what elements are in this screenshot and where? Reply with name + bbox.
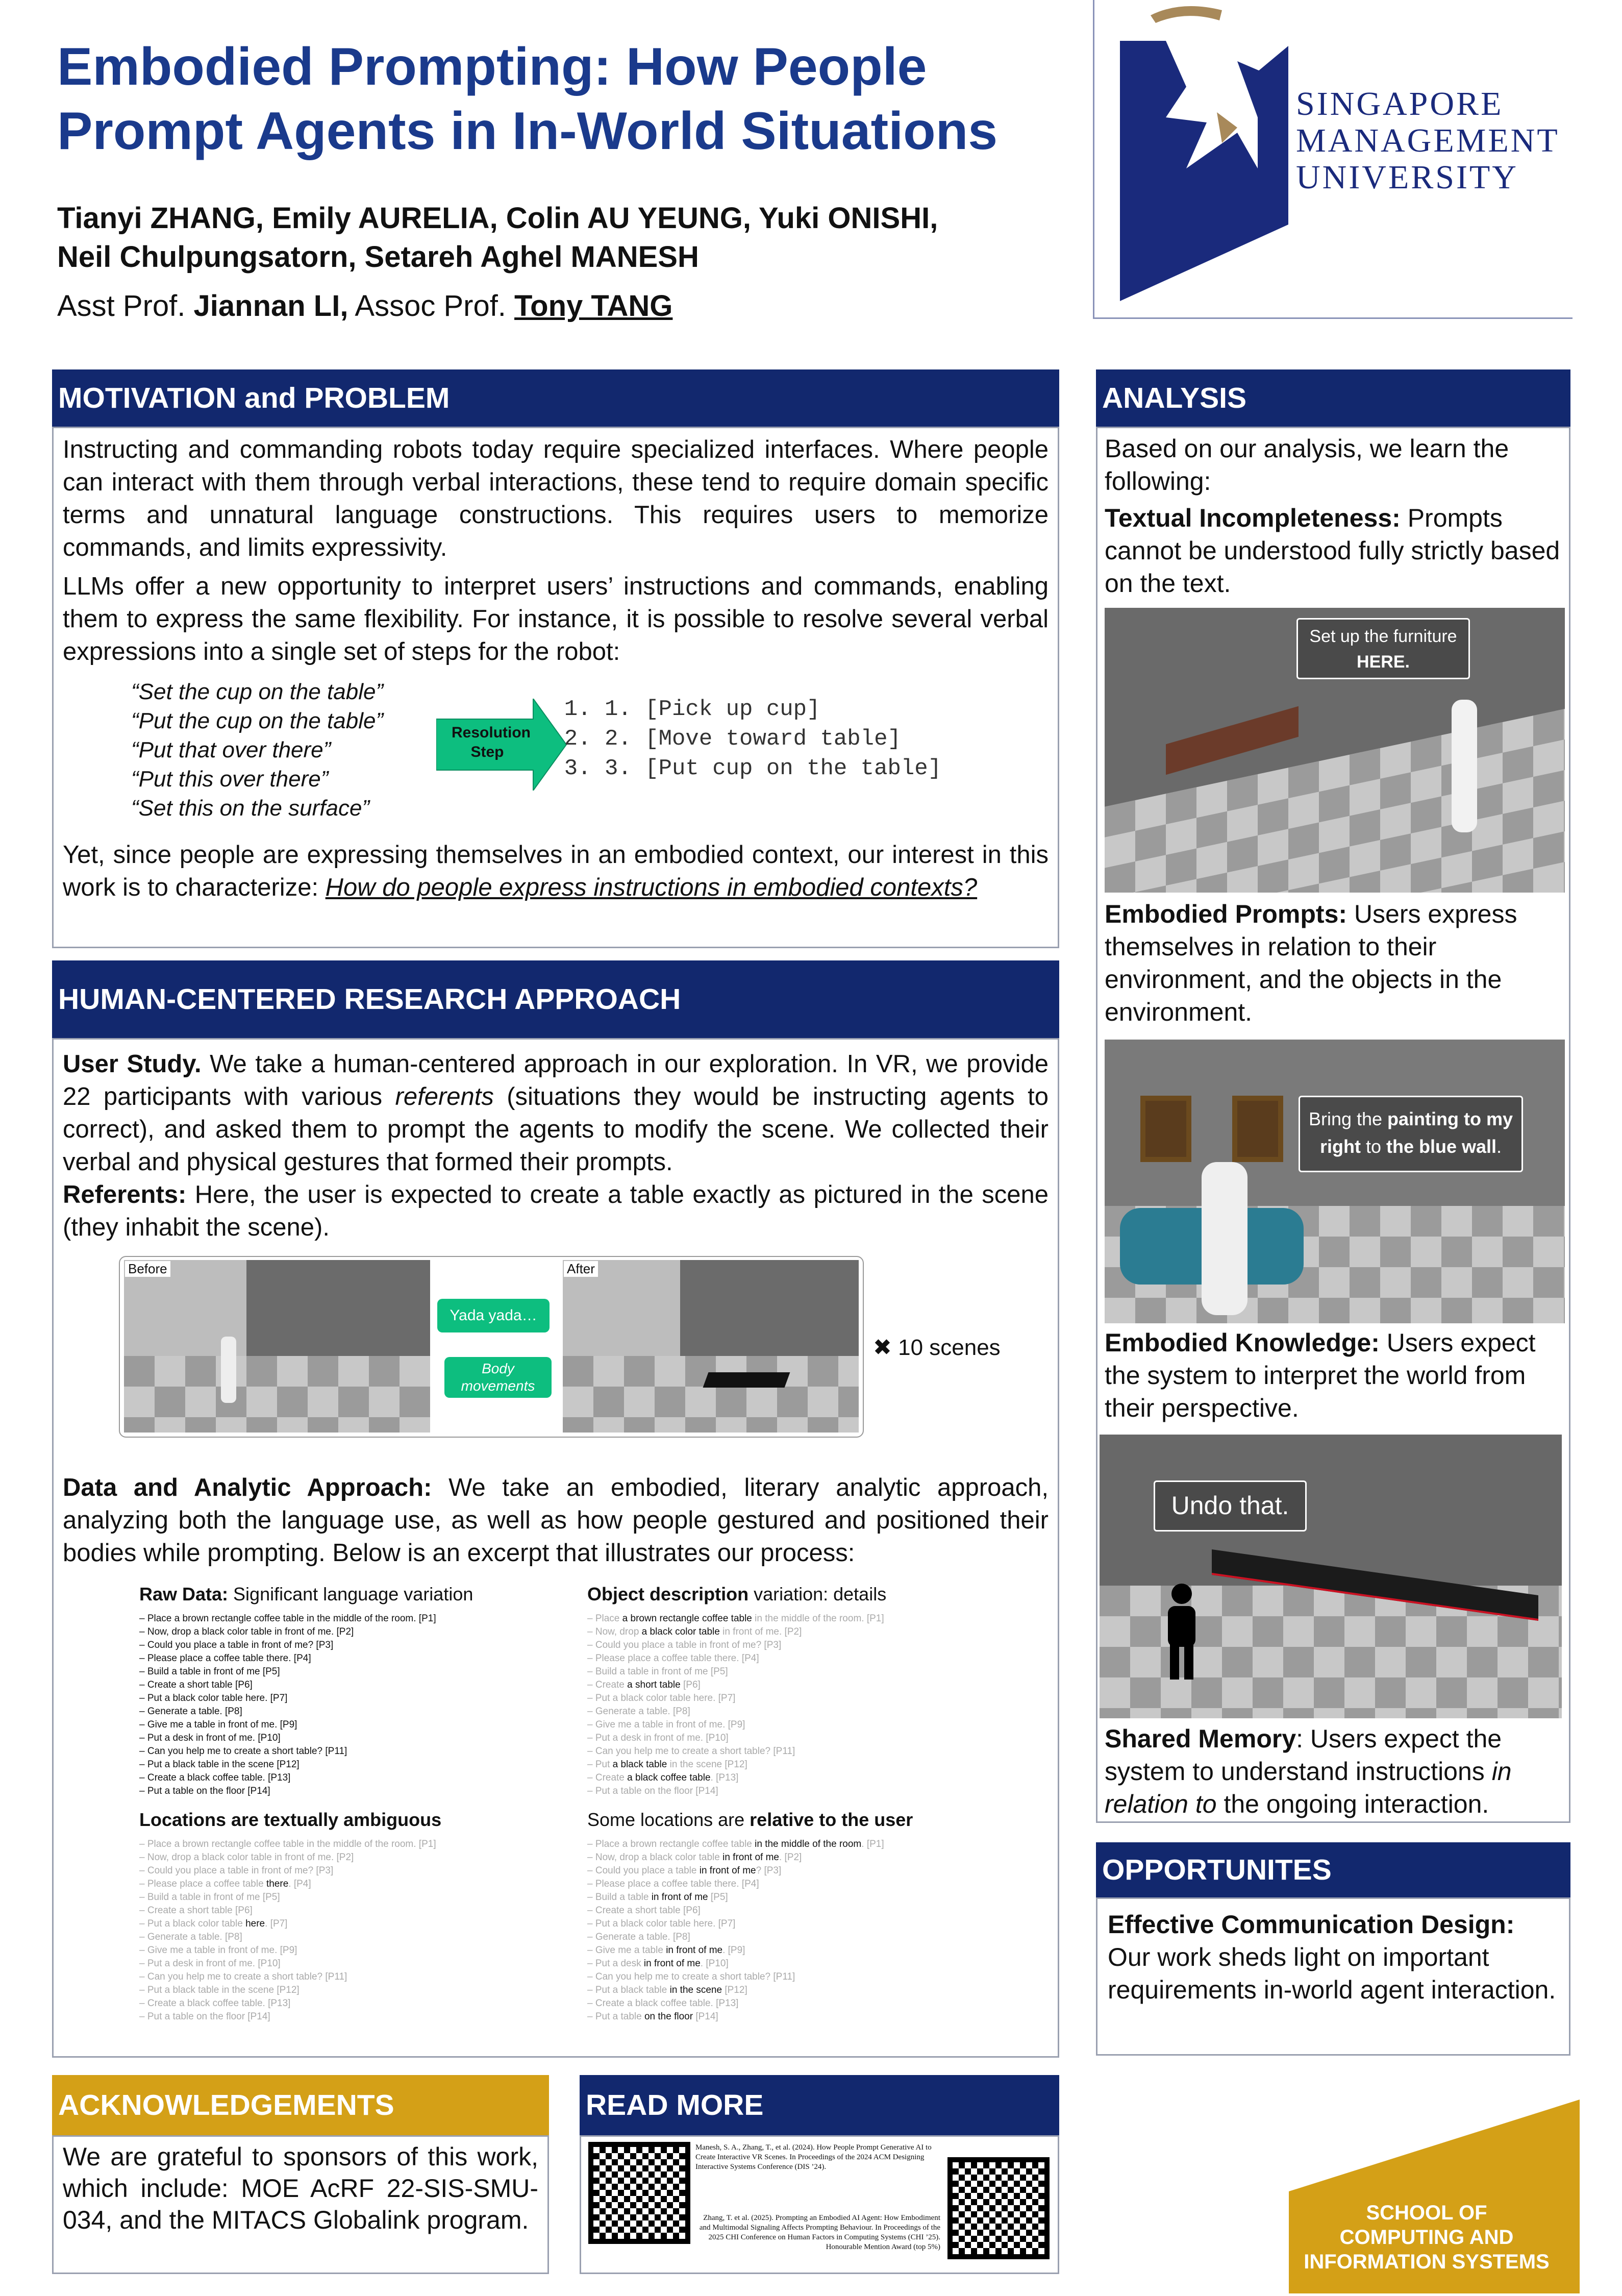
quote-item: “Put the cup on the table” bbox=[131, 708, 384, 733]
authors bbox=[57, 199, 938, 277]
excerpt-line: – Place a brown rectangle coffee table in the middle of the room. [P1] bbox=[587, 1613, 884, 1624]
motivation-p3 bbox=[63, 838, 1049, 904]
finding-4-em: in relation to bbox=[1105, 1757, 1512, 1818]
excerpt-line: – Create a black coffee table. [P13] bbox=[587, 1998, 739, 2009]
raw-lines bbox=[139, 1612, 527, 1798]
excerpt-line: – Please place a coffee table there. [P4] bbox=[587, 1879, 759, 1889]
title-line-2: Prompt Agents in In-World Situations bbox=[57, 102, 998, 161]
rel-title-rest: Some locations are bbox=[587, 1809, 750, 1830]
smu-logo bbox=[1093, 0, 1573, 319]
excerpt-highlight: in front of me bbox=[643, 1958, 701, 1969]
obj-title-b: Object description bbox=[587, 1584, 749, 1604]
loc-title: Locations are textually ambiguous bbox=[139, 1809, 442, 1830]
motivation-p1: Instructing and commanding robots today require specialized interfaces. Where people can interact with them through verbal interactions, these tend to require domain specific terms and unnatural language constructions. This requires users to memorize commands, and limits expressivity. bbox=[63, 436, 1049, 561]
research-question: How do people express instructions in embodied contexts? bbox=[325, 874, 978, 901]
user-study-text bbox=[63, 1048, 1049, 1178]
excerpt-line: – Create a short table [P6] bbox=[139, 1680, 253, 1690]
school-badge bbox=[1289, 2100, 1580, 2293]
approach-box bbox=[52, 1038, 1059, 2058]
excerpt-highlight: here bbox=[245, 1918, 265, 1929]
qr-code-2[interactable] bbox=[947, 2157, 1050, 2259]
excerpt-line: – Please place a coffee table there. [P4] bbox=[139, 1879, 311, 1889]
excerpt-line: – Put a black color table here. [P7] bbox=[587, 1918, 736, 1929]
motivation-header-text: MOTIVATION and PROBLEM bbox=[58, 382, 450, 414]
advisor-prefix-2: Assoc Prof. bbox=[348, 289, 515, 323]
excerpt-line: – Please place a coffee table there. [P4] bbox=[587, 1653, 759, 1664]
excerpt-line: – Put a black table in the scene [P12] bbox=[139, 1985, 300, 1995]
ack-text: We are grateful to sponsors of this work, which include: MOE AcRF 22-SIS-SMU-034, and the MITACS Globalink program. bbox=[63, 2142, 538, 2234]
excerpt-line: – Can you help me to create a short table? [P11] bbox=[139, 1746, 347, 1757]
figure-painting bbox=[1105, 1040, 1565, 1323]
excerpt-highlight: a black coffee table bbox=[627, 1772, 711, 1783]
excerpt-line: – Put a black table in the scene [P12] bbox=[587, 1759, 747, 1770]
excerpt-line: – Could you place a table in front of me? [P3] bbox=[139, 1865, 334, 1876]
excerpt-line: – Could you place a table in front of me? [P3] bbox=[587, 1865, 782, 1876]
analysis-header-text: ANALYSIS bbox=[1102, 382, 1246, 414]
excerpt-line: – Place a brown rectangle coffee table in the middle of the room. [P1] bbox=[139, 1839, 436, 1849]
excerpt-line: – Build a table in front of me [P5] bbox=[587, 1666, 728, 1677]
school-line-1: SCHOOL OF bbox=[1366, 2202, 1487, 2224]
reference-1[interactable]: Manesh, S. A., Zhang, T., et al. (2024). How People Prompt Generative AI to Create Interactive VR Scenes. In Proceedings of the 2024 ACM Designing Interactive Systems Conference (DIS ’24). bbox=[695, 2143, 932, 2171]
finding-2-text: Users express themselves in relation to their environment, and the objects in the environment. bbox=[1105, 900, 1517, 1026]
motivation-p2: LLMs offer a new opportunity to interpret users’ instructions and commands, enabling them to express the same flexibility. For instance, it is possible to resolve several verbal expressions into a single set of steps for the robot: bbox=[63, 573, 1049, 665]
figure-bench bbox=[1100, 1435, 1562, 1718]
excerpt-line: – Build a table in front of me [P5] bbox=[587, 1892, 728, 1903]
us-em: referents bbox=[395, 1083, 494, 1110]
reference-2[interactable]: Zhang, T. et al. (2025). Prompting an Embodied AI Agent: How Embodiment and Multimodal Signaling Affects Prompting Behaviour. In Proceedings of the 2025 CHI Conference on Human Factors in Computing Systems (CHI ’25). Honourable Mention Award (top 5%) bbox=[699, 2214, 940, 2251]
excerpt-highlight: a black color table bbox=[641, 1626, 720, 1637]
analysis-header bbox=[1096, 369, 1570, 427]
bubble2-b1: painting to my right bbox=[1319, 1108, 1513, 1157]
excerpt-line: – Build a table in front of me [P5] bbox=[139, 1666, 280, 1677]
data-approach-text bbox=[63, 1471, 1049, 1569]
excerpt-line: – Put a black color table here. [P7] bbox=[139, 1693, 288, 1704]
finding-4 bbox=[1105, 1722, 1562, 1820]
excerpt-line: – Give me a table in front of me. [P9] bbox=[139, 1945, 297, 1956]
obj-title bbox=[587, 1584, 995, 1605]
object-lines bbox=[587, 1612, 995, 1798]
before-label: Before bbox=[125, 1261, 170, 1277]
finding-3-text: Users expect the system to interpret the world from their perspective. bbox=[1105, 1328, 1536, 1422]
excerpt-line: – Can you help me to create a short table? [P11] bbox=[587, 1971, 795, 1982]
advisor-prefix-1: Asst Prof. bbox=[57, 289, 194, 323]
opp-text: Our work sheds light on important requirements in-world agent interaction. bbox=[1108, 1943, 1556, 2004]
school-line-2: COMPUTING AND bbox=[1339, 2226, 1514, 2249]
authors-line-1: Tianyi ZHANG, Emily AURELIA, Colin AU YEUNG, Yuki ONISHI, bbox=[57, 202, 938, 235]
excerpt-highlight: in front of me bbox=[666, 1945, 723, 1956]
school-line-3: INFORMATION SYSTEMS bbox=[1304, 2251, 1550, 2273]
ack-header bbox=[52, 2075, 549, 2135]
finding-3-label: Embodied Knowledge: bbox=[1105, 1328, 1380, 1357]
analysis-intro: Based on our analysis, we learn the following: bbox=[1105, 434, 1509, 496]
excerpt-highlight: in the scene bbox=[669, 1985, 722, 1995]
speech-bubble-1 bbox=[1296, 618, 1470, 679]
excerpt-line: – Create a short table [P6] bbox=[587, 1905, 701, 1916]
qr-code-1[interactable] bbox=[588, 2142, 690, 2244]
bubble2-p1: Bring the bbox=[1308, 1108, 1388, 1129]
authors-line-2: Neil Chulpungsatorn, Setareh Aghel MANESH bbox=[57, 240, 699, 274]
finding-1-label: Textual Incompleteness: bbox=[1105, 504, 1401, 532]
excerpt-highlight: in the middle of the room bbox=[755, 1839, 862, 1849]
opp-label: Effective Communication Design: bbox=[1108, 1910, 1515, 1939]
motivation-box bbox=[52, 427, 1059, 948]
step-item: 1. 1. [Pick up cup] bbox=[605, 695, 941, 724]
readmore-box bbox=[580, 2135, 1059, 2274]
excerpt-line: – Put a desk in front of me. [P10] bbox=[139, 1733, 281, 1743]
excerpt-line: – Create a black coffee table. [P13] bbox=[139, 1998, 291, 2009]
steps-list bbox=[605, 695, 941, 783]
advisor-2: Tony TANG bbox=[514, 289, 673, 323]
excerpt-line: – Give me a table in front of me. [P9] bbox=[139, 1719, 297, 1730]
excerpt-line: – Put a black color table here. [P7] bbox=[139, 1918, 288, 1929]
quote-item: “Set this on the surface” bbox=[131, 796, 370, 821]
excerpt-line: – Can you help me to create a short table? [P11] bbox=[139, 1971, 347, 1982]
excerpt-line: – Now, drop a black color table in front of me. [P2] bbox=[139, 1852, 354, 1863]
p3-text: Yet, since people are expressing themselves in an embodied context, our interest in this work is to characterize: bbox=[63, 841, 1049, 901]
raw-data-panel bbox=[139, 1584, 527, 1798]
resolution-label: Resolution Step bbox=[452, 724, 531, 760]
speech-bubble-2 bbox=[1299, 1096, 1523, 1172]
step-item: 3. 3. [Put cup on the table] bbox=[605, 754, 941, 783]
us-text-1: We take a human-centered approach in our exploration. In VR, we provide 22 participants with various bbox=[63, 1050, 1049, 1110]
ref-label: Referents: bbox=[63, 1181, 187, 1208]
excerpt-line: – Put a desk in front of me. [P10] bbox=[587, 1733, 729, 1743]
rel-title bbox=[587, 1809, 995, 1831]
opp-box bbox=[1096, 1897, 1570, 2056]
excerpt-highlight: in front of me bbox=[699, 1865, 756, 1876]
before-image bbox=[124, 1260, 430, 1433]
excerpt-line: – Create a black coffee table. [P13] bbox=[587, 1772, 739, 1783]
finding-1-text: Prompts cannot be understood fully strictly based on the text. bbox=[1105, 504, 1560, 598]
title-line-1: Embodied Prompting: How People bbox=[57, 37, 927, 96]
excerpt-line: – Place a brown rectangle coffee table in the middle of the room. [P1] bbox=[587, 1839, 884, 1849]
excerpt-line: – Put a table on the floor [P14] bbox=[139, 2011, 270, 2022]
figure-furniture bbox=[1105, 608, 1565, 893]
approach-header bbox=[52, 960, 1059, 1038]
finding-3 bbox=[1105, 1326, 1562, 1424]
ack-box bbox=[52, 2135, 549, 2274]
referents-text bbox=[63, 1178, 1049, 1244]
speech-chip: Yada yada… bbox=[437, 1299, 550, 1332]
raw-title-rest: Significant language variation bbox=[228, 1584, 473, 1604]
excerpt-line: – Put a table on the floor [P14] bbox=[139, 1786, 270, 1796]
quote-list bbox=[131, 677, 383, 823]
bubble2-p3: . bbox=[1496, 1136, 1502, 1157]
motivation-header bbox=[52, 369, 1059, 427]
excerpt-highlight: in front of me bbox=[722, 1852, 779, 1863]
obj-title-rest: variation: details bbox=[748, 1584, 887, 1604]
excerpt-highlight: there bbox=[266, 1879, 289, 1889]
excerpt-highlight: a brown rectangle coffee table bbox=[622, 1613, 752, 1624]
excerpt-line: – Could you place a table in front of me? [P3] bbox=[587, 1640, 782, 1650]
scenes-text: 10 scenes bbox=[898, 1335, 1001, 1360]
excerpt-line: – Create a black coffee table. [P13] bbox=[139, 1772, 291, 1783]
bubble2-b2: the blue wall bbox=[1386, 1136, 1497, 1157]
times-icon: ✖ bbox=[873, 1335, 899, 1360]
excerpt-line: – Put a desk in front of me. [P10] bbox=[587, 1958, 729, 1969]
finding-4-text-b: the ongoing interaction. bbox=[1216, 1790, 1489, 1818]
excerpt-line: – Put a black table in the scene [P12] bbox=[139, 1759, 300, 1770]
user-study-label: User Study. bbox=[63, 1050, 202, 1078]
da-text: We take an embodied, literary analytic approach, analyzing both the language use, as well as how people gestured and positioned their bodies while prompting. Below is an excerpt that illustrates our process: bbox=[63, 1474, 1049, 1567]
logo-line-1: SINGAPORE bbox=[1296, 85, 1504, 122]
after-image bbox=[563, 1260, 859, 1433]
analysis-box bbox=[1096, 427, 1570, 1823]
quote-item: “Set the cup on the table” bbox=[131, 679, 384, 704]
step-item: 2. 2. [Move toward table] bbox=[605, 724, 941, 754]
excerpt-line: – Now, drop a black color table in front of me. [P2] bbox=[139, 1626, 354, 1637]
scenes-count bbox=[873, 1335, 1001, 1361]
raw-title bbox=[139, 1584, 527, 1605]
logo-line-2: MANAGEMENT bbox=[1296, 122, 1560, 159]
ambiguous-panel bbox=[139, 1809, 527, 2023]
relative-panel bbox=[587, 1809, 995, 2023]
readmore-header-text: READ MORE bbox=[586, 2089, 764, 2121]
bubble1-line2: HERE. bbox=[1357, 652, 1410, 672]
excerpt-line: – Put a black table in the scene [P12] bbox=[587, 1985, 747, 1995]
excerpt-line: – Put a black color table here. [P7] bbox=[587, 1693, 736, 1704]
excerpt-line: – Create a short table [P6] bbox=[587, 1680, 701, 1690]
excerpt-highlight: a black table bbox=[612, 1759, 667, 1770]
body-chip: Body movements bbox=[444, 1357, 552, 1398]
ack-header-text: ACKNOWLEDGEMENTS bbox=[58, 2089, 394, 2121]
advisors bbox=[57, 287, 672, 326]
excerpt-line: – Generate a table. [P8] bbox=[587, 1706, 690, 1717]
approach-header-text: HUMAN-CENTERED RESEARCH APPROACH bbox=[58, 983, 681, 1016]
excerpt-line: – Place a brown rectangle coffee table in the middle of the room. [P1] bbox=[139, 1613, 436, 1624]
excerpt-line: – Give me a table in front of me. [P9] bbox=[587, 1945, 745, 1956]
excerpt-line: – Put a table on the floor [P14] bbox=[587, 1786, 718, 1796]
excerpt-line: – Generate a table. [P8] bbox=[139, 1932, 242, 1942]
opp-header-text: OPPORTUNITES bbox=[1102, 1854, 1332, 1886]
quote-item: “Put that over there” bbox=[131, 737, 331, 762]
finding-2-label: Embodied Prompts: bbox=[1105, 900, 1347, 928]
excerpt-line: – Build a table in front of me [P5] bbox=[139, 1892, 280, 1903]
quote-item: “Put this over there” bbox=[131, 767, 329, 792]
finding-2 bbox=[1105, 898, 1562, 1028]
ref-text: Here, the user is expected to create a table exactly as pictured in the scene (they inhabit the scene). bbox=[63, 1181, 1049, 1241]
person-icon bbox=[1159, 1583, 1205, 1680]
bubble2-p2: to bbox=[1360, 1136, 1386, 1157]
excerpt-line: – Please place a coffee table there. [P4] bbox=[139, 1653, 311, 1664]
speech-bubble-3: Undo that. bbox=[1154, 1480, 1307, 1532]
excerpt-line: – Can you help me to create a short table? [P11] bbox=[587, 1746, 795, 1757]
rel-title-b: relative to the user bbox=[750, 1809, 913, 1830]
raw-title-b: Raw Data: bbox=[139, 1584, 229, 1604]
excerpt-line: – Now, drop a black color table in front of me. [P2] bbox=[587, 1852, 802, 1863]
da-label: Data and Analytic Approach: bbox=[63, 1474, 432, 1501]
excerpt-highlight: on the floor bbox=[644, 2011, 693, 2022]
readmore-header bbox=[580, 2075, 1059, 2135]
after-label: After bbox=[564, 1261, 598, 1277]
excerpt-line: – Generate a table. [P8] bbox=[587, 1932, 690, 1942]
smu-crest-icon bbox=[1105, 0, 1319, 316]
referent-figure bbox=[119, 1256, 864, 1438]
bubble1-line1: Set up the furniture bbox=[1309, 627, 1457, 646]
excerpt-line: – Could you place a table in front of me? [P3] bbox=[139, 1640, 334, 1650]
us-text-2: (situations they would be instructing agents to correct), and asked them to prompt the agents to modify the scene. We collected their verbal and physical gestures that formed their prompts. bbox=[63, 1083, 1049, 1176]
advisor-1: Jiannan LI, bbox=[193, 289, 348, 323]
logo-line-3: UNIVERSITY bbox=[1296, 159, 1518, 196]
excerpt-highlight: in front of me bbox=[651, 1892, 708, 1903]
excerpt-line: – Create a short table [P6] bbox=[139, 1905, 253, 1916]
excerpt-line: – Generate a table. [P8] bbox=[139, 1706, 242, 1717]
relative-lines bbox=[587, 1838, 995, 2023]
ambiguous-lines bbox=[139, 1838, 527, 2023]
object-panel bbox=[587, 1584, 995, 1798]
finding-1 bbox=[1105, 502, 1562, 600]
excerpt-line: – Give me a table in front of me. [P9] bbox=[587, 1719, 745, 1730]
opp-header bbox=[1096, 1842, 1570, 1897]
finding-4-text-a: : Users expect the system to understand instructions bbox=[1105, 1724, 1502, 1786]
finding-4-label: Shared Memory bbox=[1105, 1724, 1296, 1753]
excerpt-line: – Put a desk in front of me. [P10] bbox=[139, 1958, 281, 1969]
excerpt-line: – Now, drop a black color table in front of me. [P2] bbox=[587, 1626, 802, 1637]
excerpt-line: – Put a table on the floor [P14] bbox=[587, 2011, 718, 2022]
excerpt-highlight: a short table bbox=[627, 1680, 681, 1690]
poster-title bbox=[57, 35, 997, 163]
